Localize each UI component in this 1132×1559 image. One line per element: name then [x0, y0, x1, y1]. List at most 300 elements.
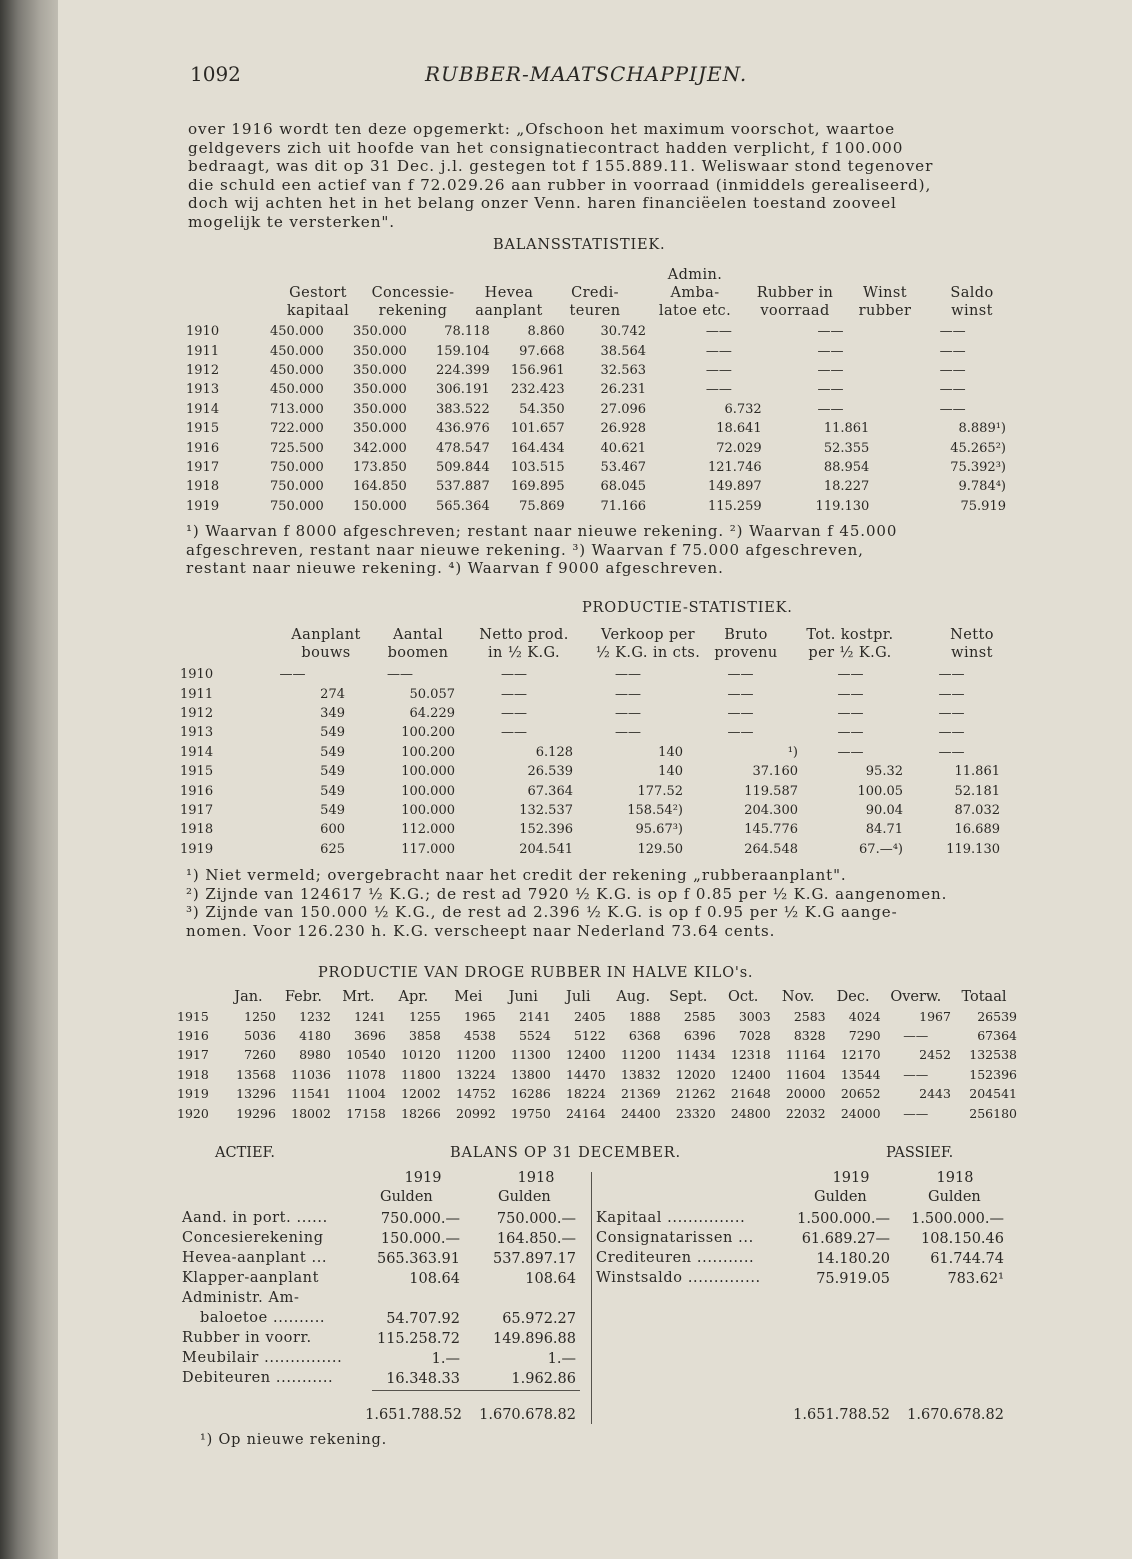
droge-rubber-table: [177, 987, 1017, 1123]
value-cell: 8980: [299, 1047, 331, 1063]
value-cell: 64.229: [409, 705, 455, 721]
value-cell: 75.869: [519, 498, 565, 514]
value-cell: ——: [938, 725, 965, 741]
intro-line: mogelijk te versterken".: [188, 212, 395, 231]
year-cell: 1913: [180, 725, 214, 741]
column-header-line: kapitaal: [286, 303, 350, 319]
column-header-line: in ½ K.G.: [488, 645, 560, 661]
value-cell: 90.04: [865, 802, 903, 818]
note-line: afgeschreven, restant naar nieuwe rekening. ³) Waarvan f 75.000 afgeschreven,: [186, 540, 864, 559]
value-cell: 119.130: [815, 498, 870, 514]
value-cell: 26.928: [600, 421, 647, 437]
value-cell: ——: [938, 744, 965, 760]
value-cell: 350.000: [352, 343, 407, 359]
value-cell: 68.045: [600, 479, 647, 495]
passief-item-1918: 108.150.46: [920, 1231, 1004, 1247]
value-cell: 156.961: [510, 362, 565, 378]
value-cell: 37.160: [752, 764, 798, 780]
table-row: [186, 400, 1006, 419]
column-header-line: Netto prod.: [479, 627, 569, 643]
actief-item-label: Meubilair ...............: [182, 1350, 343, 1366]
table-row: [177, 1026, 1017, 1045]
balans-statistiek-title: BALANSSTATISTIEK.: [493, 237, 666, 253]
actief-item-1918: 750.000.—: [496, 1211, 576, 1227]
table-row: [186, 322, 1006, 341]
value-cell: 1965: [464, 1008, 496, 1024]
value-cell: 21648: [730, 1086, 771, 1102]
value-cell: 11541: [291, 1086, 331, 1102]
column-header: Mrt.: [342, 988, 375, 1005]
value-cell: 11604: [785, 1066, 826, 1082]
value-cell: 20992: [456, 1105, 496, 1121]
value-cell: ——: [705, 343, 732, 359]
year-cell: 1918: [180, 822, 214, 838]
column-header: [902, 626, 1042, 662]
column-header: Febr.: [284, 988, 322, 1005]
table-row: [186, 458, 1006, 477]
column-header: Oct.: [727, 988, 759, 1005]
value-cell: 13224: [456, 1066, 496, 1082]
year-cell: 1915: [180, 764, 214, 780]
balans-statistiek-notes: [186, 522, 1018, 578]
actief-item-1919: 750.000.—: [380, 1211, 460, 1227]
actief-item-label: Aand. in port. ......: [182, 1210, 328, 1226]
value-cell: 45.265²): [950, 440, 1006, 456]
value-cell: 12020: [675, 1066, 716, 1082]
value-cell: ——: [727, 705, 754, 721]
column-header-line: Netto: [950, 627, 994, 643]
value-cell: 140: [658, 744, 683, 760]
droge-rubber-title: PRODUCTIE VAN DROGE RUBBER IN HALVE KILO's.: [318, 965, 754, 981]
value-cell: 450.000: [270, 362, 324, 378]
table-row: [186, 497, 1006, 516]
value-cell: ——: [615, 705, 641, 721]
value-cell: 350.000: [352, 421, 407, 437]
value-cell: ——: [939, 324, 966, 340]
value-cell: 2141: [518, 1008, 551, 1024]
note-line: ²) Zijnde van 124617 ½ K.G.; de rest ad 7920 ½ K.G. is op f 0.85 per ½ K.G. aangenomen.: [186, 884, 948, 903]
value-cell: 75.919: [960, 498, 1006, 514]
value-cell: 38.564: [600, 343, 647, 359]
value-cell: 24400: [620, 1105, 661, 1121]
value-cell: 750.000: [270, 479, 324, 495]
value-cell: 84.71: [865, 822, 903, 838]
value-cell: 119.130: [946, 841, 1000, 857]
value-cell: 13832: [620, 1066, 661, 1082]
year-cell: 1911: [180, 686, 214, 702]
value-cell: 53.467: [600, 459, 647, 475]
value-cell: 101.657: [510, 421, 565, 437]
column-header-line: winst: [951, 645, 993, 661]
column-header: [454, 626, 594, 662]
value-cell: 169.895: [510, 479, 565, 495]
value-cell: 565.364: [435, 498, 490, 514]
value-cell: 3696: [354, 1027, 386, 1043]
value-cell: 450.000: [270, 343, 324, 359]
column-header-line: latoe etc.: [658, 303, 732, 319]
value-cell: 13568: [236, 1066, 276, 1082]
column-header-line: rekening: [378, 303, 448, 319]
column-header: Dec.: [836, 988, 870, 1005]
value-cell: 436.976: [435, 421, 490, 437]
actief-item-1918: 65.972.27: [502, 1311, 576, 1327]
year-cell: 1915: [177, 1008, 209, 1024]
passief-unit-2: Gulden: [928, 1189, 981, 1205]
year-cell: 1920: [177, 1105, 209, 1121]
table-row: [180, 665, 1000, 684]
value-cell: ——: [615, 725, 641, 741]
page-number: 1092: [190, 62, 241, 86]
value-cell: 5524: [518, 1027, 551, 1043]
value-cell: ——: [938, 667, 965, 683]
value-cell: 95.32: [865, 764, 903, 780]
column-header-line: per ½ K.G.: [808, 645, 892, 661]
value-cell: 11164: [785, 1047, 826, 1063]
column-header: Jan.: [234, 988, 263, 1005]
table-row: [177, 1103, 1017, 1122]
value-cell: 71.166: [600, 498, 647, 514]
intro-line: geldgevers zich uit hoofde van het consignatiecontract hadden verplicht, f 100.000: [188, 138, 904, 157]
column-header: Apr.: [398, 988, 429, 1005]
value-cell: ——: [837, 686, 864, 702]
value-cell: 32.563: [600, 362, 647, 378]
table-row: [177, 1006, 1017, 1025]
value-cell: 26539: [977, 1008, 1017, 1024]
value-cell: 19750: [511, 1105, 551, 1121]
value-cell: 5036: [244, 1027, 276, 1043]
passief-item-1919: 75.919.05: [816, 1271, 890, 1287]
value-cell: ¹): [787, 744, 798, 760]
value-cell: 722.000: [270, 421, 324, 437]
balans-title: BALANS OP 31 DECEMBER.: [450, 1145, 681, 1161]
value-cell: 11036: [291, 1066, 331, 1082]
value-cell: ——: [501, 686, 527, 702]
value-cell: ——: [837, 705, 864, 721]
table-row: [177, 1045, 1017, 1064]
actief-item-1919: 565.363.91: [376, 1251, 460, 1267]
value-cell: ——: [817, 324, 844, 340]
table-row: [177, 1084, 1017, 1103]
table-row: [180, 684, 1000, 703]
value-cell: 478.547: [435, 440, 490, 456]
column-header-line: Saldo: [950, 285, 994, 301]
productie-statistiek-notes: [186, 866, 1018, 940]
value-cell: 13800: [511, 1066, 551, 1082]
value-cell: 204.541: [519, 841, 573, 857]
column-header-line: provenu: [714, 645, 778, 661]
passief-unit-1: Gulden: [814, 1189, 867, 1205]
year-cell: 1917: [186, 459, 220, 475]
column-header-line: Amba-: [670, 285, 720, 301]
column-header: Mei: [454, 988, 483, 1005]
value-cell: ——: [727, 725, 754, 741]
value-cell: 306.191: [435, 382, 490, 398]
note-line: ³) Zijnde van 150.000 ½ K.G., de rest ad 2.396 ½ K.G. is op f 0.95 per ½ K.G aange-: [186, 903, 898, 921]
value-cell: 173.850: [352, 459, 407, 475]
column-header-line: ½ K.G. in cts.: [595, 645, 701, 661]
value-cell: 6396: [683, 1027, 716, 1043]
value-cell: 350.000: [352, 401, 407, 417]
actief-item-1918: 1.—: [547, 1351, 576, 1367]
value-cell: 3003: [738, 1008, 771, 1024]
value-cell: 132538: [969, 1047, 1017, 1063]
value-cell: 52.355: [823, 440, 870, 456]
value-cell: 14470: [565, 1066, 606, 1082]
note-line: ¹) Waarvan f 8000 afgeschreven; restant naar nieuwe rekening. ²) Waarvan f 45.000: [186, 522, 898, 540]
intro-line: doch wij achten het in het belang onzer Venn. haren financiëelen toestand zooveel: [188, 194, 897, 213]
value-cell: 204.300: [744, 802, 798, 818]
value-cell: 549: [320, 802, 345, 818]
passief-item-1919: 14.180.20: [816, 1251, 890, 1267]
passief-year-1: 1919: [832, 1170, 870, 1186]
year-cell: 1916: [180, 783, 214, 799]
value-cell: ——: [615, 667, 641, 683]
value-cell: 132.537: [519, 802, 573, 818]
value-cell: 67364: [977, 1027, 1017, 1043]
year-cell: 1916: [186, 440, 220, 456]
value-cell: 54.350: [519, 401, 565, 417]
value-cell: 78.118: [444, 324, 490, 340]
passief-item-label: Consignatarissen ...: [596, 1230, 754, 1246]
value-cell: 600: [320, 822, 345, 838]
table-row: [186, 341, 1006, 360]
column-header: [912, 284, 1032, 320]
value-cell: 149.897: [707, 479, 762, 495]
actief-item-1918: 164.850.—: [496, 1231, 576, 1247]
value-cell: 52.181: [954, 783, 1000, 799]
total-rule-actief: [372, 1390, 580, 1391]
table-row: [180, 743, 1000, 762]
value-cell: 16.689: [954, 822, 1000, 838]
intro-paragraph: [188, 120, 1018, 232]
value-cell: ——: [705, 324, 732, 340]
actief-item-1919: 115.258.72: [376, 1331, 460, 1347]
value-cell: ——: [387, 667, 413, 683]
value-cell: 6.732: [724, 401, 762, 417]
column-header-line: Tot. kostpr.: [806, 627, 894, 643]
column-header: Nov.: [781, 988, 815, 1005]
value-cell: ——: [817, 401, 844, 417]
column-header: Overw.: [890, 988, 942, 1005]
value-cell: 145.776: [744, 822, 798, 838]
year-cell: 1915: [186, 421, 220, 437]
value-cell: 256180: [969, 1105, 1017, 1121]
year-cell: 1919: [177, 1086, 209, 1102]
value-cell: 2405: [573, 1008, 606, 1024]
passief-item-1918: 61.744.74: [930, 1251, 1004, 1267]
value-cell: 11.861: [954, 764, 1000, 780]
value-cell: 713.000: [270, 401, 324, 417]
actief-item-label: Concesierekening: [182, 1230, 324, 1246]
actief-item-label: baloetoe ..........: [200, 1310, 326, 1326]
value-cell: 3858: [409, 1027, 441, 1043]
value-cell: 30.742: [600, 324, 647, 340]
productie-statistiek-table: [180, 665, 1000, 859]
value-cell: 88.954: [823, 459, 870, 475]
year-cell: 1912: [186, 362, 220, 378]
value-cell: 2443: [919, 1086, 951, 1102]
value-cell: 27.096: [600, 401, 647, 417]
value-cell: 6368: [628, 1027, 661, 1043]
value-cell: 12318: [730, 1047, 771, 1063]
value-cell: 18.227: [823, 479, 870, 495]
passief-item-1918: 783.62¹: [947, 1271, 1004, 1287]
actief-unit-1: Gulden: [380, 1189, 433, 1205]
corner-cell: [177, 987, 221, 1006]
value-cell: 100.000: [401, 783, 455, 799]
value-cell: 12400: [730, 1066, 771, 1082]
value-cell: 24164: [565, 1105, 606, 1121]
value-cell: 177.52: [637, 783, 683, 799]
value-cell: ——: [501, 705, 527, 721]
year-cell: 1913: [186, 382, 220, 398]
year-cell: 1919: [186, 498, 220, 514]
value-cell: 19296: [236, 1105, 276, 1121]
value-cell: 8.860: [527, 324, 565, 340]
table-row: [180, 704, 1000, 723]
value-cell: 5122: [573, 1027, 606, 1043]
passief-item-1919: 61.689.27—: [801, 1231, 890, 1247]
value-cell: 158.54²): [627, 802, 683, 818]
table-row: [180, 801, 1000, 820]
column-header: Juni: [508, 988, 538, 1005]
value-cell: 1255: [409, 1008, 441, 1024]
table-row: [180, 723, 1000, 742]
value-cell: 21262: [675, 1086, 716, 1102]
actief-item-label: Rubber in voorr.: [182, 1330, 312, 1346]
actief-item-label: Klapper-aanplant: [182, 1270, 320, 1286]
table-row: [180, 820, 1000, 839]
note-line: nomen. Voor 126.230 h. K.G. verscheept naar Nederland 73.64 cents.: [186, 921, 776, 940]
value-cell: ——: [837, 725, 864, 741]
value-cell: 11300: [511, 1047, 551, 1063]
value-cell: 1888: [628, 1008, 661, 1024]
table-row: [186, 361, 1006, 380]
column-header-line: Admin.: [667, 267, 723, 283]
actief-item-1919: 150.000.—: [380, 1231, 460, 1247]
year-cell: 1917: [180, 802, 214, 818]
value-cell: 11800: [401, 1066, 441, 1082]
value-cell: 1967: [919, 1008, 951, 1024]
value-cell: 450.000: [270, 382, 324, 398]
value-cell: 750.000: [270, 498, 324, 514]
value-cell: 115.259: [707, 498, 762, 514]
value-cell: ——: [501, 725, 527, 741]
value-cell: 97.668: [519, 343, 565, 359]
value-cell: ——: [938, 686, 965, 702]
actief-year-2: 1918: [517, 1170, 555, 1186]
value-cell: 22032: [785, 1105, 826, 1121]
value-cell: 12002: [401, 1086, 441, 1102]
column-header-line: Gestort: [289, 285, 347, 301]
column-header: Aug.: [616, 988, 651, 1005]
value-cell: 13544: [840, 1066, 881, 1082]
column-header: Sept.: [669, 988, 708, 1005]
value-cell: 11434: [675, 1047, 716, 1063]
value-cell: 7260: [244, 1047, 276, 1063]
table-row: [180, 840, 1000, 859]
value-cell: 7028: [738, 1027, 771, 1043]
value-cell: 11200: [456, 1047, 496, 1063]
value-cell: 450.000: [270, 324, 324, 340]
passief-year-2: 1918: [936, 1170, 974, 1186]
value-cell: 549: [320, 764, 345, 780]
value-cell: 95.67³): [635, 822, 683, 838]
value-cell: 159.104: [435, 343, 490, 359]
note-line: restant naar nieuwe rekening. ⁴) Waarvan f 9000 afgeschreven.: [186, 559, 724, 577]
value-cell: 750.000: [270, 459, 324, 475]
value-cell: 17158: [346, 1105, 386, 1121]
table-row: [186, 380, 1006, 399]
value-cell: 26.539: [527, 764, 573, 780]
value-cell: ——: [615, 686, 641, 702]
note-line: ¹) Niet vermeld; overgebracht naar het credit der rekening „rubberaanplant".: [186, 866, 847, 884]
column-divider: [591, 1172, 592, 1424]
actief-item-label: Administr. Am-: [182, 1290, 300, 1306]
value-cell: 72.029: [716, 440, 762, 456]
intro-line: bedraagt, was dit op 31 Dec. j.l. gestegen tot f 155.889.11. Weliswaar stond tegenover: [188, 157, 934, 176]
value-cell: 152396: [969, 1066, 1017, 1082]
value-cell: 350.000: [352, 362, 407, 378]
value-cell: 121.746: [707, 459, 762, 475]
table-row: [180, 781, 1000, 800]
value-cell: 232.423: [510, 382, 565, 398]
value-cell: ——: [903, 1105, 929, 1121]
column-header-line: teuren: [569, 303, 621, 319]
value-cell: 350.000: [352, 324, 407, 340]
value-cell: 26.231: [600, 382, 647, 398]
passief-total-1: 1.651.788.52: [793, 1407, 890, 1423]
value-cell: 264.548: [744, 841, 798, 857]
value-cell: 18224: [565, 1086, 606, 1102]
value-cell: 4024: [848, 1008, 881, 1024]
value-cell: ——: [903, 1027, 929, 1043]
value-cell: 164.434: [510, 440, 565, 456]
value-cell: 549: [320, 744, 345, 760]
column-header-line: boomen: [387, 645, 449, 661]
value-cell: 13296: [236, 1086, 276, 1102]
table-row: [186, 419, 1006, 438]
header-row: [177, 987, 1017, 1006]
value-cell: 549: [320, 725, 345, 741]
passief-item-1918: 1.500.000.—: [911, 1211, 1004, 1227]
actief-item-label: Hevea-aanplant ...: [182, 1250, 328, 1266]
actief-label: ACTIEF.: [215, 1145, 275, 1161]
value-cell: 150.000: [352, 498, 407, 514]
column-header-line: Bruto: [724, 627, 768, 643]
value-cell: 18266: [401, 1105, 441, 1121]
passief-item-label: Kapitaal ...............: [596, 1210, 746, 1226]
value-cell: 20652: [840, 1086, 881, 1102]
passief-item-label: Crediteuren ...........: [596, 1250, 755, 1266]
year-cell: 1918: [186, 479, 220, 495]
value-cell: 274: [320, 686, 345, 702]
year-cell: 1912: [180, 705, 214, 721]
value-cell: 67.364: [527, 783, 573, 799]
column-header: [780, 626, 920, 662]
column-header: Juli: [566, 988, 591, 1005]
value-cell: 350.000: [352, 382, 407, 398]
actief-item-1918: 537.897.17: [492, 1251, 576, 1267]
passief-total-2: 1.670.678.82: [907, 1407, 1004, 1423]
column-header-line: Aantal: [393, 627, 443, 643]
year-cell: 1919: [180, 841, 214, 857]
value-cell: 10120: [401, 1047, 441, 1063]
value-cell: ——: [501, 667, 527, 683]
value-cell: 725.500: [270, 440, 324, 456]
value-cell: ——: [705, 362, 732, 378]
value-cell: 23320: [675, 1105, 716, 1121]
